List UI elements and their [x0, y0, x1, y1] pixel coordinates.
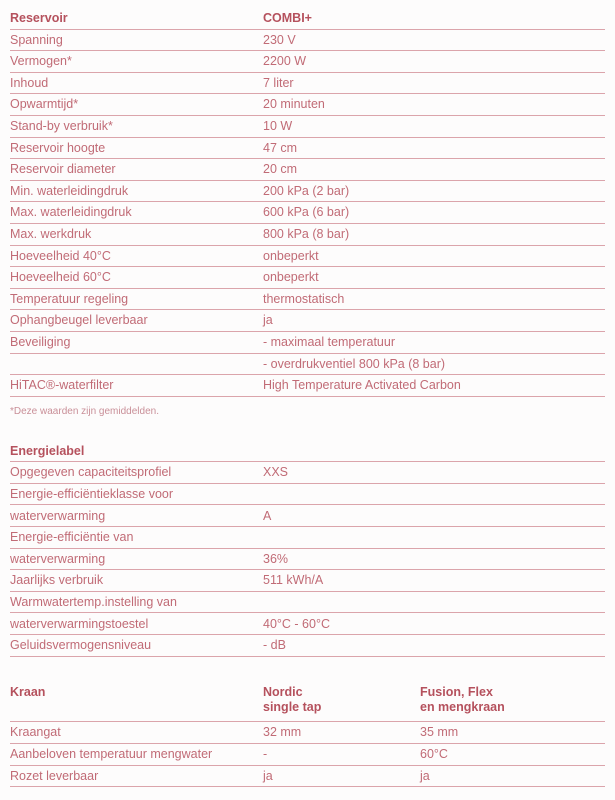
row-value: 230 V [263, 32, 296, 47]
row-value: onbeperkt [263, 248, 319, 263]
row-label: Stand-by verbruik* [10, 119, 113, 134]
row-value: 20 minuten [263, 97, 325, 112]
row-label: Min. waterleidingdruk [10, 183, 129, 198]
row-value: 600 kPa (6 bar) [263, 205, 350, 220]
table-row [10, 267, 605, 289]
table-row [10, 527, 605, 549]
row-value: A [263, 508, 272, 523]
row-label: Reservoir hoogte [10, 140, 106, 155]
row-value: 511 kWh/A [263, 573, 324, 588]
row-value: onbeperkt [263, 270, 319, 285]
table-row [10, 635, 605, 657]
table-row [10, 224, 605, 246]
row-value: 20 cm [263, 162, 298, 177]
row-label: waterverwarming [10, 551, 106, 566]
row-value-fusion: 60°C [420, 747, 448, 762]
table-row [10, 202, 605, 224]
energielabel-title: Energielabel [10, 443, 85, 458]
row-value: 800 kPa (8 bar) [263, 227, 350, 242]
row-value: 40°C - 60°C [263, 616, 330, 631]
row-value: 36% [263, 551, 289, 566]
row-label: waterverwarming [10, 508, 106, 523]
row-label: Ophangbeugel leverbaar [10, 313, 148, 328]
row-value-fusion: ja [420, 768, 430, 783]
row-value-nordic: ja [263, 768, 273, 783]
table-row [10, 116, 605, 138]
row-value: - dB [263, 638, 286, 653]
row-value-fusion: 35 mm [420, 725, 459, 740]
row-label: Energie-efficiëntieklasse voor [10, 486, 174, 501]
row-label: Vermogen* [10, 54, 72, 69]
row-value: - maximaal temperatuur [263, 335, 395, 350]
footnote: *Deze waarden zijn gemiddelden. [10, 405, 159, 417]
table-row [10, 310, 605, 332]
row-label: HiTAC®-waterfilter [10, 378, 114, 393]
table-row [10, 181, 605, 203]
row-label: Geluidsvermogensniveau [10, 638, 152, 653]
table-row [10, 354, 605, 376]
kraan-header-row [10, 681, 605, 723]
row-label: Jaarlijks verbruik [10, 573, 104, 588]
row-label: Aanbeloven temperatuur mengwater [10, 747, 213, 762]
row-value: 2200 W [263, 54, 307, 69]
row-value: 10 W [263, 119, 293, 134]
table-row [10, 613, 605, 635]
table-row [10, 744, 605, 766]
row-label: Max. werkdruk [10, 227, 92, 242]
row-label: Inhoud [10, 75, 49, 90]
reservoir-header-label: Reservoir [10, 11, 68, 26]
row-label: Reservoir diameter [10, 162, 116, 177]
row-value: 200 kPa (2 bar) [263, 183, 350, 198]
table-row [10, 484, 605, 506]
row-label: Hoeveelheid 60°C [10, 270, 111, 285]
table-row [10, 505, 605, 527]
table-row [10, 289, 605, 311]
row-value: ja [263, 313, 273, 328]
row-value [263, 535, 605, 539]
row-value [263, 600, 605, 604]
table-row [10, 592, 605, 614]
table-row [10, 30, 605, 52]
table-row [10, 94, 605, 116]
row-label: waterverwarmingstoestel [10, 616, 149, 631]
table-row [10, 375, 605, 397]
table-row [10, 766, 605, 788]
row-label: Hoeveelheid 40°C [10, 248, 111, 263]
row-label: Beveiliging [10, 335, 71, 350]
kraan-title: Kraan [10, 684, 46, 699]
kraan-section [10, 681, 605, 788]
kraan-column-fusion: Fusion, Flex en mengkraan [420, 684, 505, 714]
row-value-nordic: - [263, 747, 268, 762]
row-label: Spanning [10, 32, 63, 47]
row-value: 7 liter [263, 75, 294, 90]
row-value: - overdrukventiel 800 kPa (8 bar) [263, 356, 446, 371]
table-row [10, 332, 605, 354]
row-label: Warmwatertemp.instelling van [10, 594, 177, 609]
row-label: Rozet leverbaar [10, 768, 99, 783]
energielabel-header-row [10, 441, 605, 463]
row-value: thermostatisch [263, 291, 345, 306]
kraan-column-nordic: Nordic single tap [263, 684, 322, 714]
table-row [10, 722, 605, 744]
row-value: XXS [263, 465, 289, 480]
row-value-nordic: 32 mm [263, 725, 302, 740]
row-label [10, 362, 263, 366]
row-label: Max. waterleidingdruk [10, 205, 132, 220]
reservoir-section [10, 8, 605, 417]
reservoir-header-row [10, 8, 605, 30]
row-label: Energie-efficiëntie van [10, 530, 134, 545]
table-row [10, 51, 605, 73]
table-row [10, 138, 605, 160]
energielabel-section [10, 441, 605, 657]
table-row [10, 570, 605, 592]
table-row [10, 462, 605, 484]
table-row [10, 73, 605, 95]
table-row [10, 549, 605, 571]
row-label: Opgegeven capaciteitsprofiel [10, 465, 172, 480]
table-row [10, 159, 605, 181]
row-label: Kraangat [10, 725, 61, 740]
table-row [10, 246, 605, 268]
row-value: High Temperature Activated Carbon [263, 378, 461, 393]
row-label: Temperatuur regeling [10, 291, 129, 306]
row-value: 47 cm [263, 140, 298, 155]
reservoir-header-value: COMBI+ [263, 11, 312, 26]
row-value [263, 492, 605, 496]
row-label: Opwarmtijd* [10, 97, 79, 112]
